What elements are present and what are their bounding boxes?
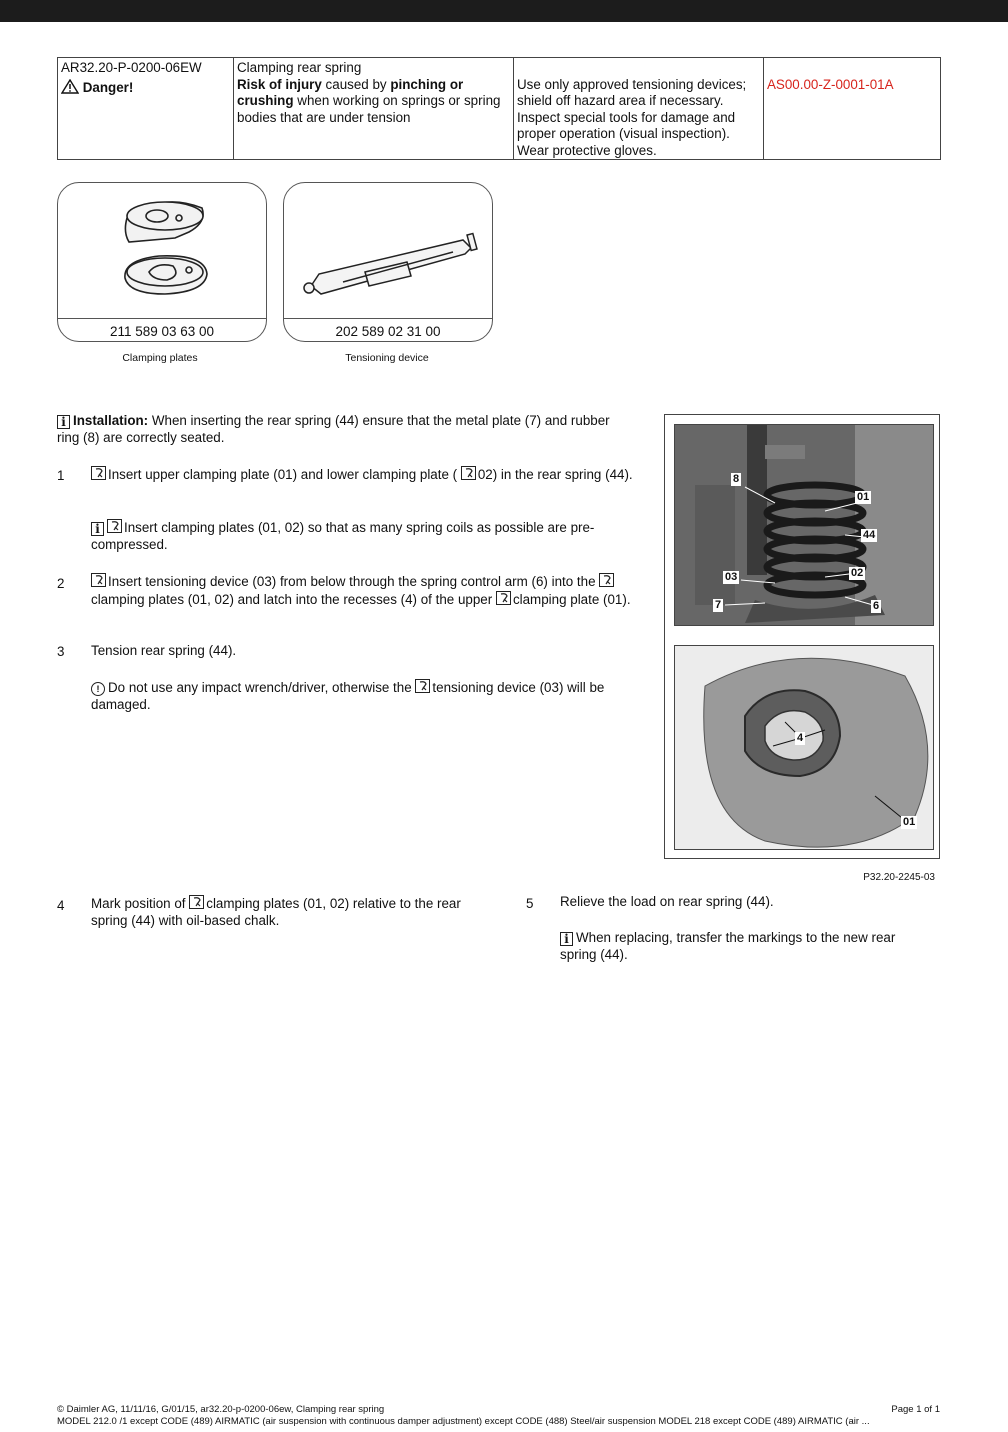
- figure-label: 01: [903, 816, 916, 828]
- tensioning-device-illustration: [283, 182, 493, 318]
- special-tool-icon: [415, 679, 430, 693]
- step-number: 1: [57, 468, 65, 483]
- info-icon: i: [91, 522, 104, 536]
- danger-reference-link[interactable]: AS00.00-Z-0001-01A: [767, 76, 894, 92]
- figure-code: P32.20-2245-03: [863, 872, 935, 883]
- step-1-text: Insert upper clamping plate (01) and lower clamping plate ( 02) in the rear spring (44).: [91, 466, 651, 484]
- figure-label: 44: [863, 529, 876, 541]
- tool-name: Tensioning device: [345, 352, 429, 364]
- danger-title: Clamping rear spring: [237, 60, 362, 75]
- step-3-note: ! Do not use any impact wrench/driver, otherwise the tensioning device (03) will be damaged.: [91, 680, 605, 712]
- step-2-text: Insert tensioning device (03) from below through the spring control arm (6) into the clamping plates (01, 02) and latch into the recesses (4) of the upper clamping plate (01).: [91, 574, 631, 607]
- danger-id-cell: [58, 58, 233, 159]
- danger-label: Danger!: [82, 79, 134, 95]
- special-tool-icon: [91, 573, 106, 587]
- tool-part-number: 202 589 02 31 00: [335, 324, 441, 339]
- figure-label: 03: [725, 571, 738, 583]
- warning-triangle-icon: [61, 79, 79, 99]
- clamping-plate-photo: [674, 645, 934, 850]
- figure-label: 02: [851, 567, 864, 579]
- step-3-text: Tension rear spring (44).: [91, 643, 237, 658]
- info-icon: i: [560, 932, 573, 946]
- special-tool-icon: [107, 519, 122, 533]
- info-icon: i: [57, 415, 70, 429]
- special-tool-icon: [461, 466, 476, 480]
- step-1-note: i Insert clamping plates (01, 02) so that as many spring coils as possible are pre-compressed.: [91, 520, 595, 552]
- footer-page-number: Page 1 of 1: [891, 1404, 940, 1415]
- step-number: 2: [57, 576, 65, 591]
- figure-label: 4: [797, 732, 804, 744]
- step-5-text: Relieve the load on rear spring (44).: [560, 894, 774, 909]
- tool-name: Clamping plates: [122, 352, 198, 364]
- step-number: 3: [57, 644, 65, 659]
- figure-label: 01: [857, 491, 870, 503]
- step-number: 4: [57, 898, 65, 913]
- footer-model-line: MODEL 212.0 /1 except CODE (489) AIRMATIC (air suspension with continuous damper adjustment) except CODE (488) Steel/air suspension MODEL 218 except CODE (489) AIRMATIC (air ...: [57, 1416, 870, 1427]
- special-tool-icon: [496, 591, 511, 605]
- figure-label: 6: [873, 600, 880, 612]
- spring-installation-photo: [674, 424, 934, 626]
- figure-label: 8: [733, 473, 740, 485]
- danger-measures-cell: [513, 58, 763, 159]
- danger-measures: Use only approved tensioning devices; shield off hazard area if necessary. Inspect special tools for damage and proper operation (visual inspection). Wear protective gloves.: [517, 76, 747, 158]
- footer-copyright: © Daimler AG, 11/11/16, G/01/15, ar32.20-p-0200-06ew, Clamping rear spring: [57, 1404, 385, 1415]
- danger-risk-cell: [233, 58, 513, 159]
- step-5-note: i When replacing, transfer the markings to the new rear spring (44).: [560, 930, 896, 962]
- step-number: 5: [526, 896, 534, 911]
- special-tool-icon: [599, 573, 614, 587]
- tool-part-number: 211 589 03 63 00: [109, 324, 215, 339]
- figure-label: 7: [715, 599, 722, 611]
- document-id: AR32.20-P-0200-06EW: [61, 60, 202, 75]
- special-tool-icon: [91, 466, 106, 480]
- special-tool-icon: [189, 895, 204, 909]
- danger-link-cell: [763, 58, 941, 159]
- risk-text: Risk of injury caused by pinching or crushing when working on springs or spring bodies that are under tension: [237, 76, 501, 125]
- installation-figure: [664, 414, 940, 859]
- tool-card-tensioning-device: [283, 182, 493, 342]
- top-bar: [0, 0, 1008, 22]
- notice-icon: !: [91, 682, 105, 696]
- danger-table: [57, 57, 941, 160]
- step-4-text: Mark position of clamping plates (01, 02) relative to the rear spring (44) with oil-based chalk.: [91, 896, 461, 928]
- clamping-plates-illustration: [57, 182, 267, 318]
- tool-card-clamping-plates: [57, 182, 267, 342]
- installation-note: i Installation: When inserting the rear spring (44) ensure that the metal plate (7) and rubber ring (8) are correctly seated.: [57, 413, 610, 445]
